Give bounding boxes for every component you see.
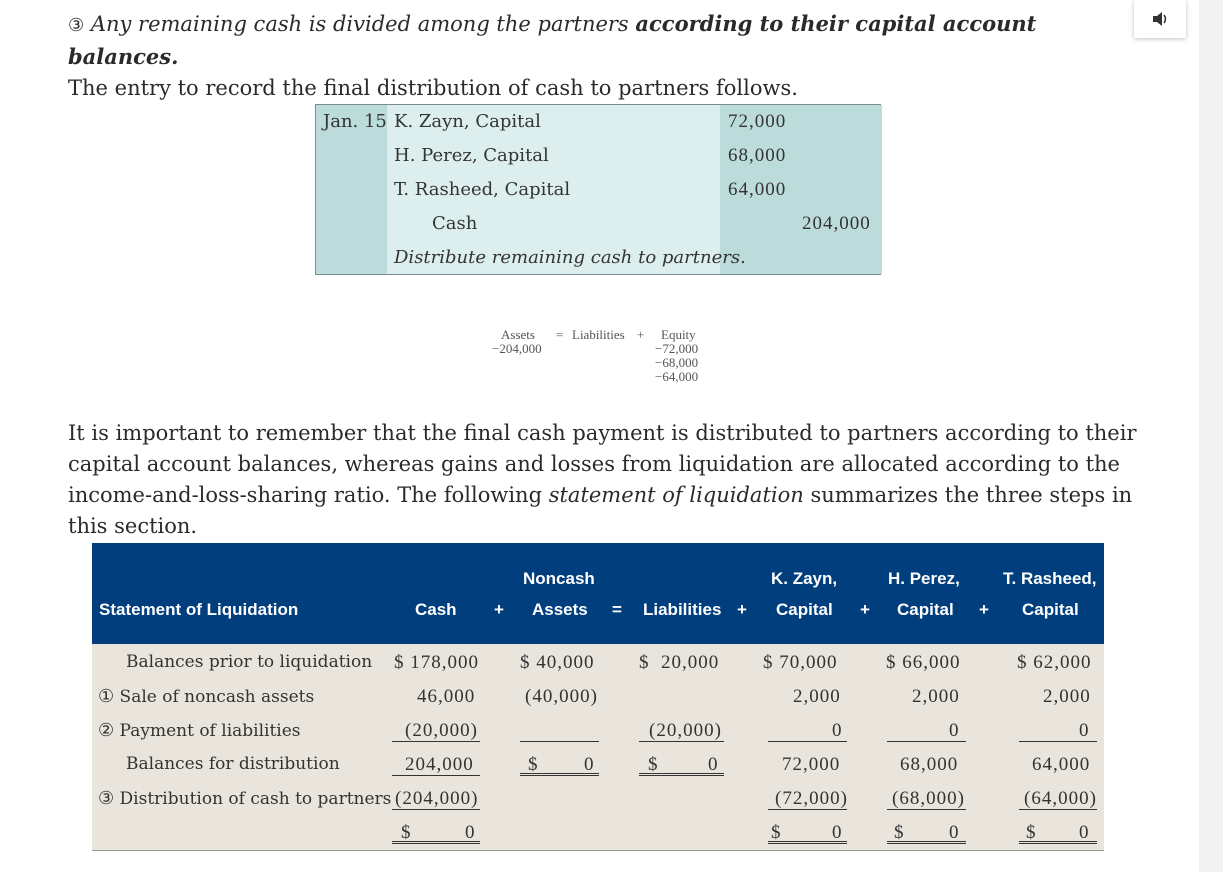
plus-sign: +: [979, 600, 989, 619]
zayn-cell: 2,000: [793, 686, 841, 707]
col-rasheed-header: Capital: [1022, 600, 1079, 619]
journal-account: Cash: [432, 213, 478, 234]
intro-line2: The entry to record the final distribution of cash to partners follows.: [68, 76, 798, 100]
noncash-dollar: $: [528, 754, 539, 775]
perez-cell: $ 66,000: [886, 652, 961, 673]
intro-paragraph: [68, 8, 1138, 104]
eq-equity-value: −72,000: [655, 341, 699, 356]
col-rasheed-header: T. Rasheed,: [1003, 569, 1097, 588]
perez-cell: 0: [949, 720, 960, 741]
journal-explanation: Distribute remaining cash to partners.: [394, 247, 746, 268]
journal-debit: 64,000: [728, 179, 787, 200]
col-liabilities-header: Liabilities: [643, 600, 722, 619]
journal-date: Jan. 15: [323, 111, 387, 132]
perez-cell: (68,000): [892, 788, 965, 809]
explanation-paragraph: It is important to remember that the final cash payment is distributed to partners according to their capital account balances, whereas gains and losses from liquidation are allocated according to the income-and-loss-sharing ratio. The following statement of liquidation summarizes the three steps in this section.: [68, 421, 1137, 538]
journal-account: K. Zayn, Capital: [394, 111, 541, 132]
rasheed-cell: 0: [1079, 822, 1090, 843]
col-perez-header: Capital: [897, 600, 954, 619]
plus-sign: +: [860, 600, 870, 619]
eq-equals: =: [556, 327, 564, 342]
row-label: ③ Distribution of cash to partners: [98, 788, 392, 809]
statement-body: [92, 644, 1104, 851]
plus-sign: +: [494, 600, 504, 619]
col-zayn-header: K. Zayn,: [771, 569, 838, 588]
cash-cell: 46,000: [417, 686, 476, 707]
noncash-cell: 0: [584, 754, 595, 775]
cash-cell: 0: [465, 822, 476, 843]
cash-cell: $ 178,000: [394, 652, 479, 673]
zayn-cell: 0: [832, 720, 843, 741]
rasheed-cell: 2,000: [1043, 686, 1091, 707]
journal-entry: [315, 104, 881, 275]
eq-plus: +: [637, 327, 645, 342]
zayn-dollar: $: [771, 822, 782, 843]
eq-liabilities-label: Liabilities: [572, 327, 625, 342]
row-label: Balances for distribution: [126, 754, 340, 774]
noncash-cell: (40,000): [525, 686, 598, 707]
cash-cell: (20,000): [405, 720, 478, 741]
journal-debit: 68,000: [728, 145, 787, 166]
col-noncash-header: Assets: [532, 600, 588, 619]
journal-account: T. Rasheed, Capital: [394, 179, 571, 200]
perez-cell: 0: [949, 822, 960, 843]
journal-credit: 204,000: [802, 213, 871, 234]
liabilities-cell: $ 20,000: [639, 652, 720, 673]
liabilities-cell: 0: [708, 754, 719, 775]
statement-title: Statement of Liquidation: [99, 600, 299, 619]
cash-dollar: $: [401, 822, 412, 843]
right-scrollbar-gutter: [1199, 0, 1223, 872]
col-noncash-header: Noncash: [523, 569, 595, 588]
eq-assets-value: −204,000: [492, 341, 542, 356]
journal-account: H. Perez, Capital: [394, 145, 549, 166]
cash-cell: 204,000: [405, 754, 474, 775]
perez-cell: 2,000: [912, 686, 960, 707]
cash-cell: (204,000): [395, 788, 479, 809]
col-perez-header: H. Perez,: [888, 569, 960, 588]
zayn-cell: 72,000: [782, 754, 841, 775]
audio-button[interactable]: [1134, 0, 1186, 38]
zayn-cell: $ 70,000: [763, 652, 838, 673]
step-3-marker: ③: [68, 15, 85, 36]
eq-equity-value: −68,000: [655, 355, 699, 370]
rasheed-cell: 0: [1079, 720, 1090, 741]
col-zayn-header: Capital: [776, 600, 833, 619]
statement-header: [92, 543, 1104, 644]
journal-debit: 72,000: [728, 111, 787, 132]
zayn-cell: 0: [832, 822, 843, 843]
eq-equity-label: Equity: [661, 327, 696, 342]
col-cash-header: Cash: [415, 600, 457, 619]
liabilities-dollar: $: [648, 754, 659, 775]
rasheed-cell: (64,000): [1024, 788, 1097, 809]
zayn-cell: (72,000): [775, 788, 848, 809]
rasheed-cell: 64,000: [1032, 754, 1091, 775]
row-label: Balances prior to liquidation: [126, 652, 373, 672]
row-label: ② Payment of liabilities: [98, 720, 301, 741]
eq-equity-value: −64,000: [655, 369, 699, 384]
rasheed-dollar: $: [1026, 822, 1037, 843]
noncash-cell: $ 40,000: [520, 652, 595, 673]
speaker-icon: [1151, 11, 1169, 27]
equals-sign: =: [612, 600, 622, 619]
row-label: ① Sale of noncash assets: [98, 686, 315, 707]
perez-dollar: $: [894, 822, 905, 843]
rasheed-cell: $ 62,000: [1017, 652, 1092, 673]
liabilities-cell: (20,000): [649, 720, 722, 741]
intro-italic: Any remaining cash is divided among the partners: [90, 12, 629, 36]
perez-cell: 68,000: [900, 754, 959, 775]
eq-assets-label: Assets: [501, 327, 535, 342]
intro-bold: according to their capital account balances.: [68, 11, 1037, 69]
plus-sign: +: [737, 600, 747, 619]
